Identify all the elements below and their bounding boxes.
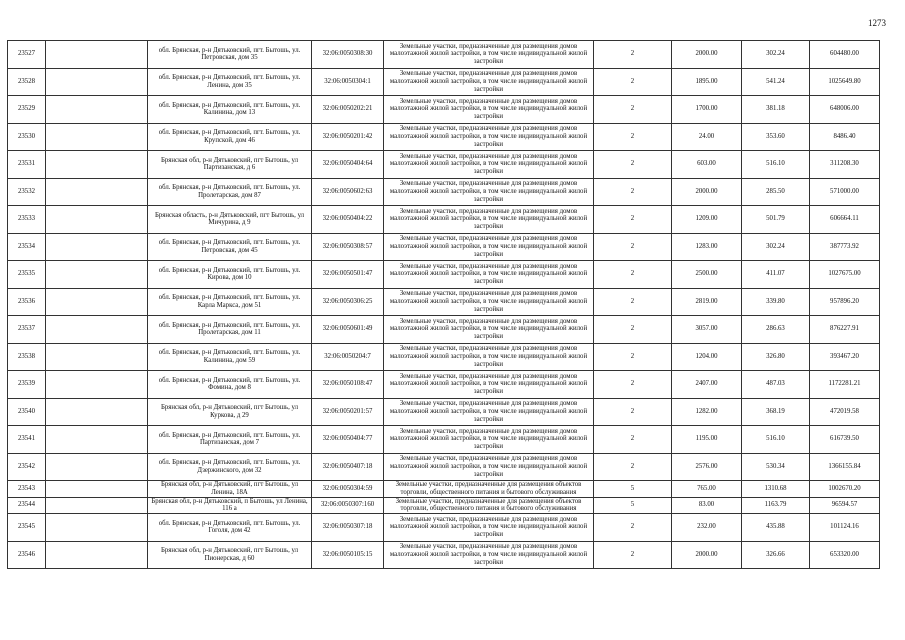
use-group-cell: 2 [594,453,672,481]
row-number-cell: 23546 [8,541,46,569]
blank-cell [46,261,148,289]
specific-value-cell: 302.24 [742,41,810,69]
table-row [8,41,880,69]
specific-value-cell: 326.80 [742,343,810,371]
area-cell: 2407.00 [672,371,742,399]
table-row [8,151,880,179]
table-row [8,497,880,514]
address-cell: обл. Брянская, р-н Дятьковский, пгт. Бытошь, ул. Кирова, дом 10 [148,261,312,289]
row-number-cell: 23541 [8,426,46,454]
specific-value-cell: 435.88 [742,514,810,542]
row-number-cell: 23545 [8,514,46,542]
table-row [8,398,880,426]
table-row [8,371,880,399]
table-row [8,343,880,371]
address-cell: обл. Брянская, р-н Дятьковский, пгт. Бытошь, ул. Фомина, дом 8 [148,371,312,399]
table-row [8,123,880,151]
cadastral-value-cell: 311208.30 [810,151,880,179]
area-cell: 1700.00 [672,96,742,124]
blank-cell [46,233,148,261]
use-group-cell: 2 [594,178,672,206]
use-group-cell: 2 [594,206,672,234]
cadastral-number-cell: 32:06:0050204:7 [312,343,384,371]
cadastral-value-cell: 1027675.00 [810,261,880,289]
area-cell: 83.00 [672,497,742,514]
land-use-cell: Земельные участки, предназначенные для размещения домов малоэтажной жилой застройки, в том числе индивидуальной жилой застройки [384,41,594,69]
cadastral-value-cell: 571000.00 [810,178,880,206]
cadastral-value-cell: 606664.11 [810,206,880,234]
blank-cell [46,481,148,498]
blank-cell [46,343,148,371]
use-group-cell: 2 [594,68,672,96]
cadastral-value-cell: 876227.91 [810,316,880,344]
specific-value-cell: 1310.68 [742,481,810,498]
table-row [8,541,880,569]
cadastral-number-cell: 32:06:0050308:30 [312,41,384,69]
cadastral-number-cell: 32:06:0050306:25 [312,288,384,316]
cadastral-value-cell: 957896.20 [810,288,880,316]
area-cell: 2000.00 [672,541,742,569]
row-number-cell: 23530 [8,123,46,151]
cadastral-value-cell: 1025649.80 [810,68,880,96]
cadastral-number-cell: 32:06:0050201:42 [312,123,384,151]
area-cell: 2576.00 [672,453,742,481]
cadastral-value-cell: 1002670.20 [810,481,880,498]
address-cell: Брянская обл, р-н Дятьковский, пгт Бытошь, ул Куркова, д 29 [148,398,312,426]
row-number-cell: 23535 [8,261,46,289]
specific-value-cell: 339.80 [742,288,810,316]
address-cell: обл. Брянская, р-н Дятьковский, пгт. Бытошь, ул. Пролетарская, дом 87 [148,178,312,206]
use-group-cell: 2 [594,288,672,316]
table-row [8,206,880,234]
address-cell: обл. Брянская, р-н Дятьковский, пгт. Бытошь, ул. Калинина, дом 13 [148,96,312,124]
table-row [8,178,880,206]
blank-cell [46,41,148,69]
use-group-cell: 2 [594,398,672,426]
cadastral-value-cell: 653320.00 [810,541,880,569]
cadastral-number-cell: 32:06:0050404:77 [312,426,384,454]
blank-cell [46,96,148,124]
specific-value-cell: 381.18 [742,96,810,124]
specific-value-cell: 1163.79 [742,497,810,514]
cadastral-value-cell: 604480.00 [810,41,880,69]
row-number-cell: 23528 [8,68,46,96]
use-group-cell: 2 [594,123,672,151]
use-group-cell: 2 [594,514,672,542]
row-number-cell: 23538 [8,343,46,371]
cadastral-number-cell: 32:06:0050202:21 [312,96,384,124]
specific-value-cell: 530.34 [742,453,810,481]
address-cell: обл. Брянская, р-н Дятьковский, пгт. Бытошь, ул. Партизанская, дом 7 [148,426,312,454]
area-cell: 24.00 [672,123,742,151]
table-row [8,288,880,316]
table-row [8,96,880,124]
table-row [8,453,880,481]
cadastral-number-cell: 32:06:0050304:59 [312,481,384,498]
cadastral-value-cell: 616739.50 [810,426,880,454]
cadastral-number-cell: 32:06:0050304:1 [312,68,384,96]
blank-cell [46,288,148,316]
row-number-cell: 23532 [8,178,46,206]
address-cell: обл. Брянская, р-н Дятьковский, пгт. Бытошь, ул. Пролетарская, дом 11 [148,316,312,344]
cadastral-value-cell: 1172281.21 [810,371,880,399]
use-group-cell: 2 [594,233,672,261]
land-use-cell: Земельные участки, предназначенные для размещения домов малоэтажной жилой застройки, в том числе индивидуальной жилой застройки [384,398,594,426]
area-cell: 1283.00 [672,233,742,261]
area-cell: 603.00 [672,151,742,179]
land-use-cell: Земельные участки, предназначенные для размещения домов малоэтажной жилой застройки, в том числе индивидуальной жилой застройки [384,514,594,542]
area-cell: 1204.00 [672,343,742,371]
specific-value-cell: 302.24 [742,233,810,261]
blank-cell [46,453,148,481]
cadastral-value-table [7,40,880,569]
area-cell: 2000.00 [672,178,742,206]
land-use-cell: Земельные участки, предназначенные для размещения домов малоэтажной жилой застройки, в том числе индивидуальной жилой застройки [384,541,594,569]
address-cell: обл. Брянская, р-н Дятьковский, пгт. Бытошь, ул. Петровская, дом 45 [148,233,312,261]
blank-cell [46,316,148,344]
specific-value-cell: 487.03 [742,371,810,399]
land-use-cell: Земельные участки, предназначенные для размещения домов малоэтажной жилой застройки, в том числе индивидуальной жилой застройки [384,426,594,454]
area-cell: 3057.00 [672,316,742,344]
address-cell: обл. Брянская, р-н Дятьковский, пгт. Бытошь, ул. Гоголя, дом 42 [148,514,312,542]
cadastral-number-cell: 32:06:0050404:22 [312,206,384,234]
cadastral-number-cell: 32:06:0050601:49 [312,316,384,344]
area-cell: 2000.00 [672,41,742,69]
blank-cell [46,178,148,206]
table-row [8,426,880,454]
row-number-cell: 23531 [8,151,46,179]
use-group-cell: 2 [594,41,672,69]
cadastral-number-cell: 32:06:0050201:57 [312,398,384,426]
area-cell: 1282.00 [672,398,742,426]
blank-cell [46,123,148,151]
table-row [8,514,880,542]
specific-value-cell: 353.60 [742,123,810,151]
address-cell: обл. Брянская, р-н Дятьковский, пгт. Бытошь, ул. Калинина, дом 59 [148,343,312,371]
address-cell: Брянская обл, р-н Дятьковский, пгт Бытошь, ул Пионерская, д 60 [148,541,312,569]
specific-value-cell: 286.63 [742,316,810,344]
area-cell: 1895.00 [672,68,742,96]
blank-cell [46,541,148,569]
row-number-cell: 23536 [8,288,46,316]
blank-cell [46,426,148,454]
row-number-cell: 23544 [8,497,46,514]
use-group-cell: 5 [594,497,672,514]
land-use-cell: Земельные участки, предназначенные для размещения домов малоэтажной жилой застройки, в том числе индивидуальной жилой застройки [384,206,594,234]
land-use-cell: Земельные участки, предназначенные для размещения объектов торговли, общественного питания и бытового обслуживания [384,497,594,514]
cadastral-value-cell: 472019.58 [810,398,880,426]
cadastral-number-cell: 32:06:0050404:64 [312,151,384,179]
row-number-cell: 23529 [8,96,46,124]
land-use-cell: Земельные участки, предназначенные для размещения домов малоэтажной жилой застройки, в том числе индивидуальной жилой застройки [384,123,594,151]
table-row [8,68,880,96]
blank-cell [46,68,148,96]
cadastral-number-cell: 32:06:0050307:160 [312,497,384,514]
cadastral-value-cell: 96594.57 [810,497,880,514]
row-number-cell: 23533 [8,206,46,234]
area-cell: 2819.00 [672,288,742,316]
specific-value-cell: 368.19 [742,398,810,426]
land-use-cell: Земельные участки, предназначенные для размещения объектов торговли, общественного питания и бытового обслуживания [384,481,594,498]
area-cell: 232.00 [672,514,742,542]
cadastral-number-cell: 32:06:0050407:18 [312,453,384,481]
specific-value-cell: 411.07 [742,261,810,289]
land-use-cell: Земельные участки, предназначенные для размещения домов малоэтажной жилой застройки, в том числе индивидуальной жилой застройки [384,343,594,371]
cadastral-value-cell: 648006.00 [810,96,880,124]
address-cell: Брянская обл, р-н Дятьковский, п Бытошь, ул Ленина, 116 а [148,497,312,514]
specific-value-cell: 541.24 [742,68,810,96]
land-use-cell: Земельные участки, предназначенные для размещения домов малоэтажной жилой застройки, в том числе индивидуальной жилой застройки [384,316,594,344]
cadastral-value-cell: 8486.40 [810,123,880,151]
row-number-cell: 23537 [8,316,46,344]
address-cell: обл. Брянская, р-н Дятьковский, пгт. Бытошь, ул. Петровская, дом 35 [148,41,312,69]
table-row [8,261,880,289]
address-cell: обл. Брянская, р-н Дятьковский, пгт. Бытошь, ул. Дзержинского, дом 32 [148,453,312,481]
area-cell: 1195.00 [672,426,742,454]
cadastral-number-cell: 32:06:0050308:57 [312,233,384,261]
use-group-cell: 2 [594,426,672,454]
land-use-cell: Земельные участки, предназначенные для размещения домов малоэтажной жилой застройки, в том числе индивидуальной жилой застройки [384,233,594,261]
land-use-cell: Земельные участки, предназначенные для размещения домов малоэтажной жилой застройки, в том числе индивидуальной жилой застройки [384,288,594,316]
blank-cell [46,206,148,234]
address-cell: обл. Брянская, р-н Дятьковский, пгт. Бытошь, ул. Крупской, дом 46 [148,123,312,151]
specific-value-cell: 516.10 [742,151,810,179]
cadastral-number-cell: 32:06:0050501:47 [312,261,384,289]
cadastral-number-cell: 32:06:0050602:63 [312,178,384,206]
blank-cell [46,497,148,514]
area-cell: 2500.00 [672,261,742,289]
area-cell: 1209.00 [672,206,742,234]
cadastral-number-cell: 32:06:0050307:18 [312,514,384,542]
address-cell: Брянская обл, р-н Дятьковский, пгт Бытошь, ул Ленина, 18А [148,481,312,498]
use-group-cell: 2 [594,316,672,344]
blank-cell [46,398,148,426]
land-use-cell: Земельные участки, предназначенные для размещения домов малоэтажной жилой застройки, в том числе индивидуальной жилой застройки [384,261,594,289]
cadastral-value-cell: 393467.20 [810,343,880,371]
row-number-cell: 23542 [8,453,46,481]
blank-cell [46,514,148,542]
area-cell: 765.00 [672,481,742,498]
use-group-cell: 2 [594,371,672,399]
blank-cell [46,151,148,179]
table-row [8,481,880,498]
use-group-cell: 2 [594,261,672,289]
use-group-cell: 2 [594,343,672,371]
land-use-cell: Земельные участки, предназначенные для размещения домов малоэтажной жилой застройки, в том числе индивидуальной жилой застройки [384,96,594,124]
land-use-cell: Земельные участки, предназначенные для размещения домов малоэтажной жилой застройки, в том числе индивидуальной жилой застройки [384,371,594,399]
specific-value-cell: 326.66 [742,541,810,569]
row-number-cell: 23527 [8,41,46,69]
page-number: 1273 [868,18,886,28]
table-row [8,233,880,261]
use-group-cell: 2 [594,541,672,569]
use-group-cell: 5 [594,481,672,498]
land-use-cell: Земельные участки, предназначенные для размещения домов малоэтажной жилой застройки, в том числе индивидуальной жилой застройки [384,68,594,96]
blank-cell [46,371,148,399]
cadastral-value-cell: 101124.16 [810,514,880,542]
row-number-cell: 23534 [8,233,46,261]
cadastral-number-cell: 32:06:0050105:15 [312,541,384,569]
address-cell: Брянская обл, р-н Дятьковский, пгт Бытошь, ул Партизанская, д 6 [148,151,312,179]
use-group-cell: 2 [594,96,672,124]
row-number-cell: 23543 [8,481,46,498]
cadastral-value-cell: 387773.92 [810,233,880,261]
land-use-cell: Земельные участки, предназначенные для размещения домов малоэтажной жилой застройки, в том числе индивидуальной жилой застройки [384,151,594,179]
address-cell: обл. Брянская, р-н Дятьковский, пгт. Бытошь, ул. Карла Маркса, дом 51 [148,288,312,316]
cadastral-value-cell: 1366155.84 [810,453,880,481]
land-use-cell: Земельные участки, предназначенные для размещения домов малоэтажной жилой застройки, в том числе индивидуальной жилой застройки [384,453,594,481]
row-number-cell: 23539 [8,371,46,399]
address-cell: обл. Брянская, р-н Дятьковский, пгт. Бытошь, ул. Ленина, дом 35 [148,68,312,96]
cadastral-number-cell: 32:06:0050108:47 [312,371,384,399]
table-row [8,316,880,344]
address-cell: Брянская область, р-н Дятьковский, пгт Бытошь, ул Мичурина, д 9 [148,206,312,234]
specific-value-cell: 516.10 [742,426,810,454]
land-use-cell: Земельные участки, предназначенные для размещения домов малоэтажной жилой застройки, в том числе индивидуальной жилой застройки [384,178,594,206]
row-number-cell: 23540 [8,398,46,426]
specific-value-cell: 285.50 [742,178,810,206]
specific-value-cell: 501.79 [742,206,810,234]
use-group-cell: 2 [594,151,672,179]
